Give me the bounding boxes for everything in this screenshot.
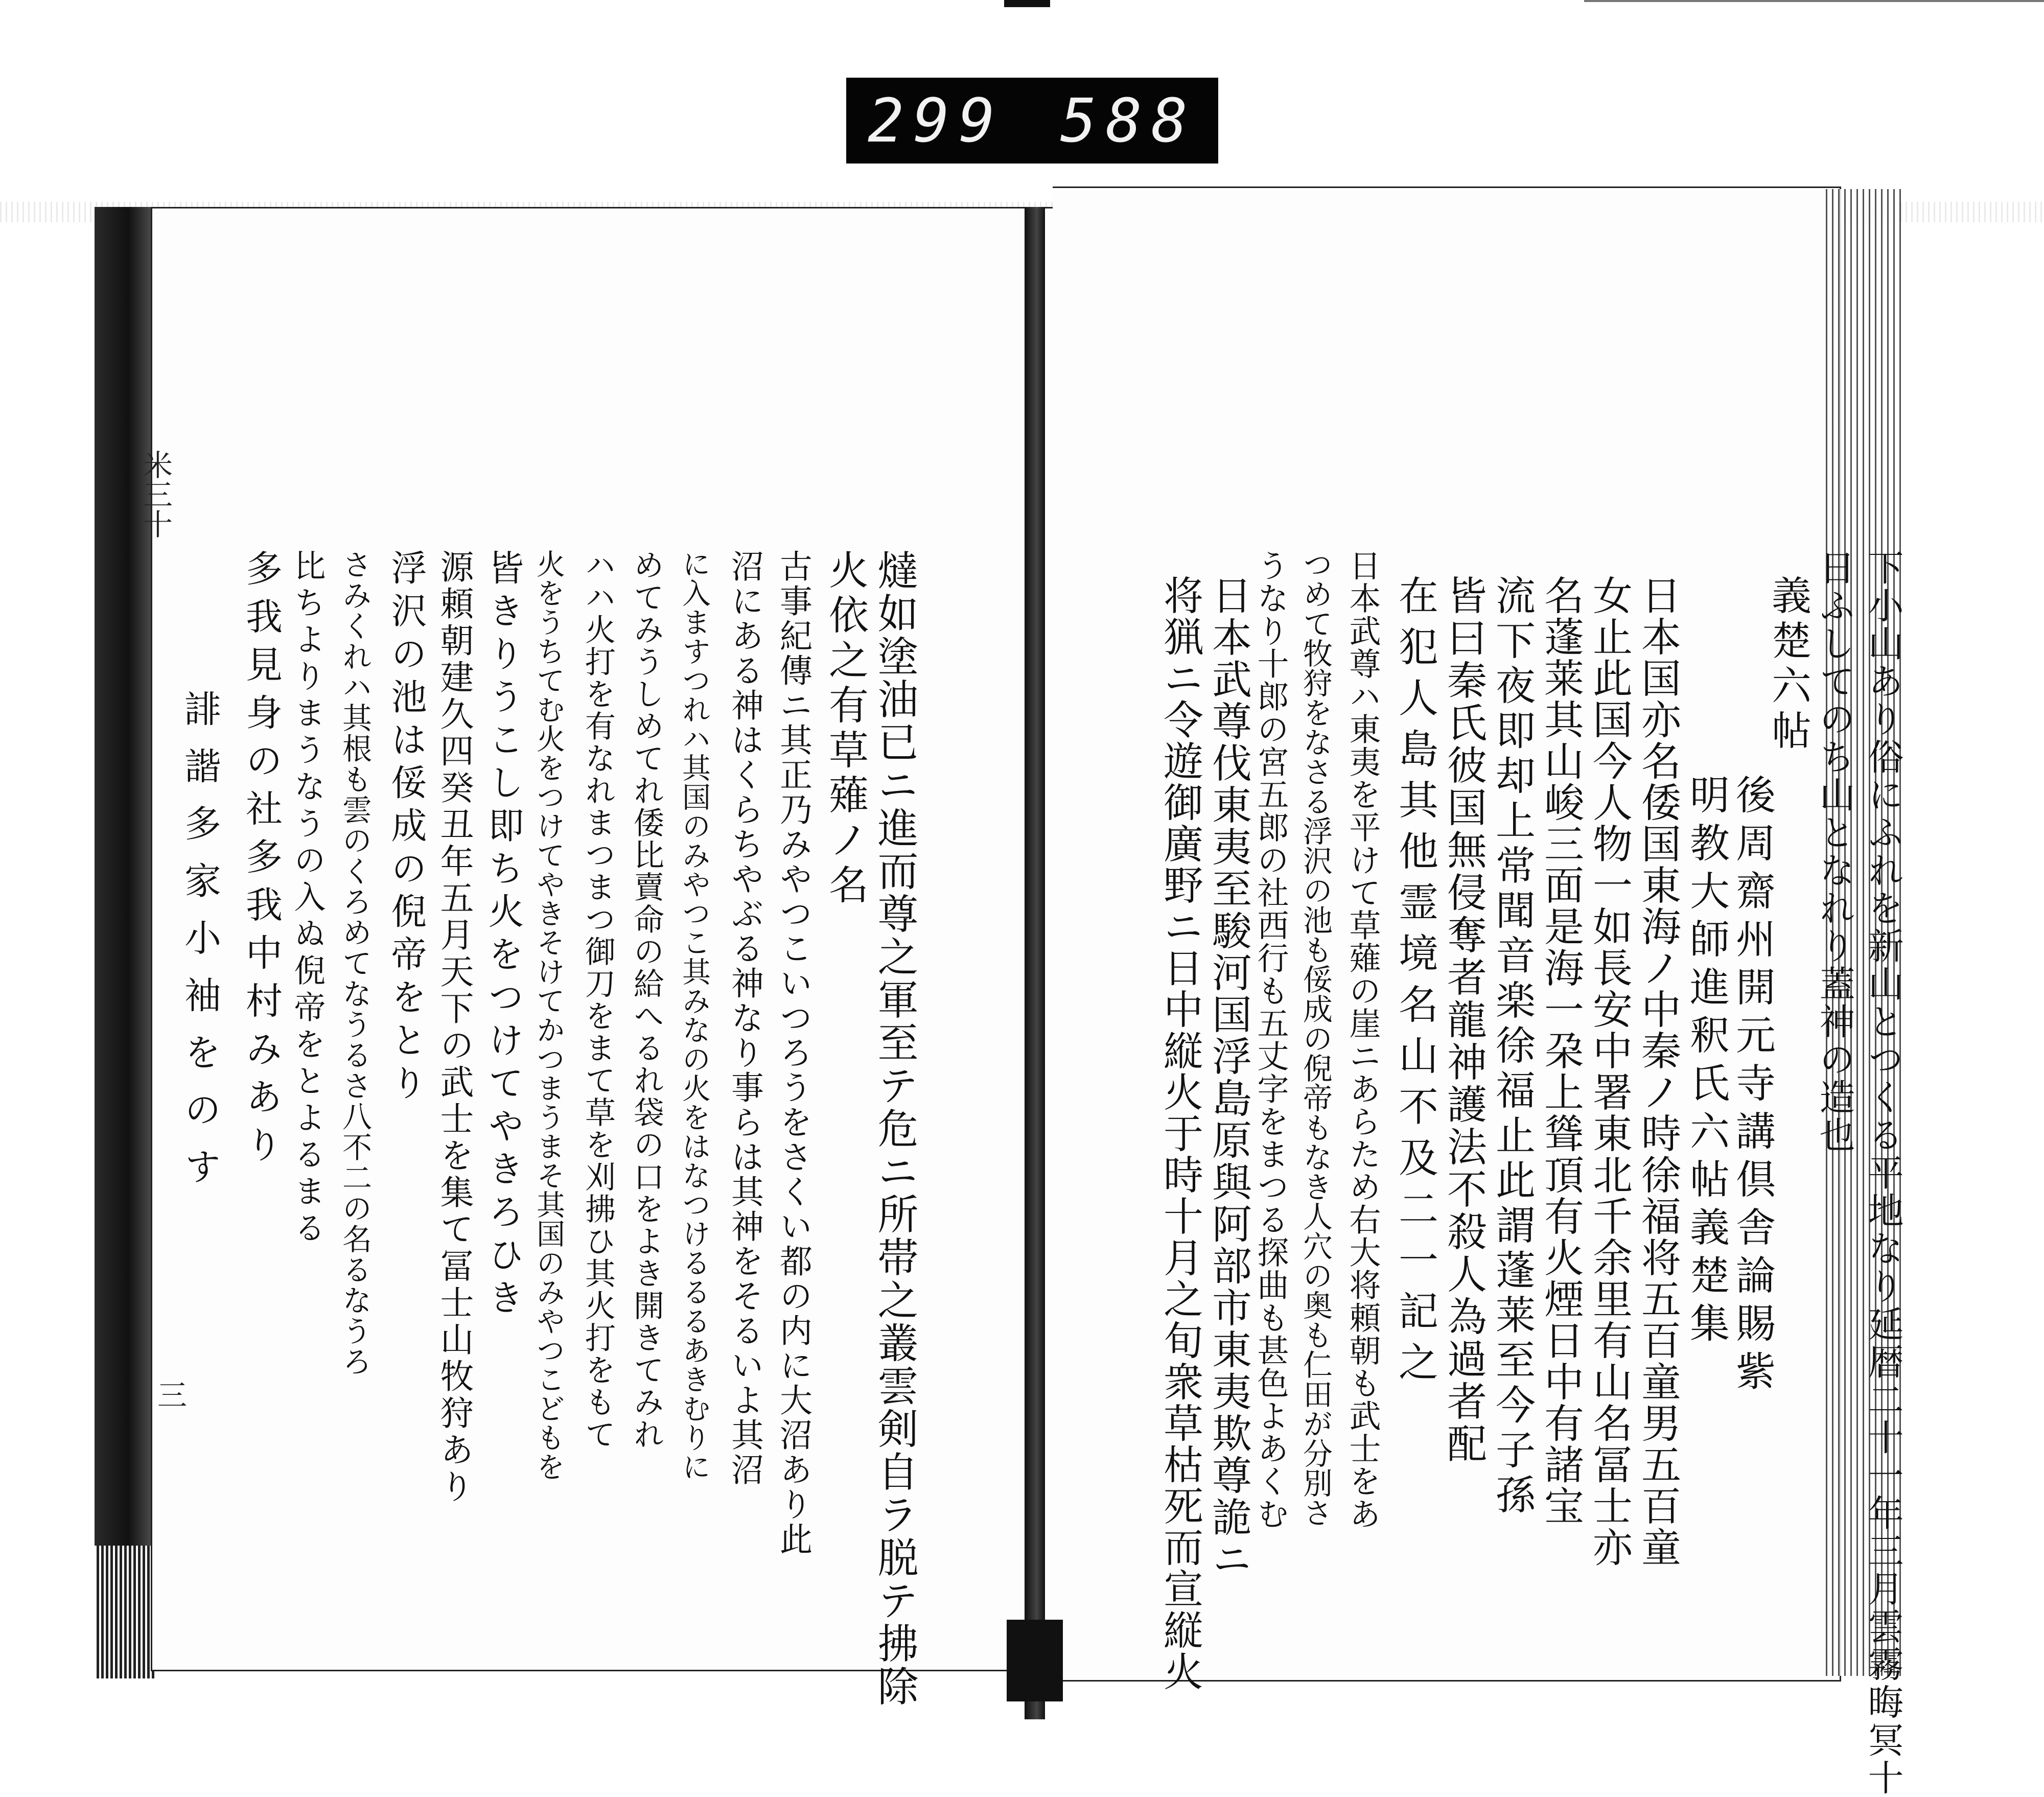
left-col-4: 沼にある神はくらちやぶる神なり事らは其神をそるいよ其沼 bbox=[726, 549, 763, 1487]
right-col-6: 日本国亦名倭国東海ノ中秦ノ時徐福将五百童男五百童 bbox=[1635, 575, 1681, 1568]
left-col-12: さみくれハ其根も雲のくろめてなうるさ八不二の名るなうろ bbox=[337, 549, 372, 1377]
right-col-4: 後周齋州開元寺講倶舎論賜紫 bbox=[1729, 774, 1775, 1398]
left-col-15: 誹諧多家小袖をのす bbox=[178, 690, 221, 1205]
gutter-foot bbox=[1007, 1620, 1063, 1701]
right-col-2: 日ふしてのち山となれり蓋神の造也 bbox=[1814, 549, 1855, 1154]
right-col-1: 下小山あり俗にふれを新山とつくる平地なり延暦二十一年三月雲霧晦冥十 bbox=[1862, 549, 1904, 1797]
right-col-16: 将猟ニ令遊御廣野ニ日中縦火于時十月之旬衆草枯死而宣縦火 bbox=[1157, 575, 1203, 1692]
left-folio: 三 bbox=[152, 1380, 187, 1409]
right-col-7: 女止此国今人物一如長安中署東北千余里有山名冨士亦 bbox=[1586, 575, 1632, 1568]
left-col-9: 皆きりうこし即ち火をつけてやきろひき bbox=[482, 549, 524, 1322]
scan-top-rule bbox=[1584, 0, 2044, 2]
left-col-7: ハハ火打を有なれまつまつ御刀をまて草を刈拂ひ其火打をもて bbox=[580, 549, 616, 1451]
left-col-10: 源頼朝建久四癸丑年五月天下の武士を集て冨士山牧狩あり bbox=[434, 549, 474, 1506]
right-col-14: うなり十郎の宮五郎の社西行も五丈字をまつる探曲も甚色よあくむ bbox=[1252, 549, 1289, 1530]
book-gutter bbox=[1025, 207, 1045, 1719]
left-col-1: 燵如塗油已ニ進而尊之軍至テ危ニ所帯之叢雲剣自ラ脱テ拂除 bbox=[871, 549, 918, 1708]
scan-top-mark bbox=[1004, 0, 1050, 7]
right-col-15: 日本武尊伐東夷至駿河国浮島原與阿部市東夷欺尊詭ニ bbox=[1205, 575, 1251, 1580]
left-col-14: 多我見身の社多我中村みあり bbox=[240, 549, 283, 1174]
right-col-13: つめて牧狩をなさる浮沢の池も俀成の倪帝もなき人穴の奥も仁田が分別さ bbox=[1298, 549, 1333, 1527]
right-col-11: 在犯人島其他霊境名山不及二一記之 bbox=[1392, 575, 1438, 1392]
left-col-8: 火をうちてむ火をつけてやきそけてかつまうまそ其国のみやつこどもを bbox=[532, 549, 565, 1481]
frame-number-right: 588 bbox=[1060, 85, 1197, 156]
left-col-3: 古事紀傳ニ其正乃みやつこいつろうをさくい都の内に大沼あり此 bbox=[774, 549, 812, 1557]
right-col-12: 日本武尊ハ東夷を平けて草薙の崖ニあらため右大将頼朝も武士をあ bbox=[1344, 549, 1381, 1530]
right-col-9: 流下夜即却上常聞音楽徐福止此謂蓬莱至今子孫 bbox=[1489, 575, 1535, 1519]
left-col-13: 比ちよりまうなうの入ぬ倪帝をとよるまる bbox=[289, 549, 326, 1248]
frame-number-label bbox=[846, 78, 1218, 164]
left-spine bbox=[95, 207, 156, 1678]
left-col-2: 火依之有草薙ノ名 bbox=[822, 549, 868, 909]
left-col-5: に入ますつれハ其国のみやつこ其みなの火をはなつけるるるあきむりに bbox=[678, 549, 711, 1481]
left-side-mark: 米三十 bbox=[138, 450, 173, 539]
right-col-10: 皆曰秦氏彼国無侵奪者龍神護法不殺人為過者配 bbox=[1441, 575, 1486, 1465]
left-col-6: めてみうしめてれ倭比賣命の給へるれ袋の口をよき開きてみれ bbox=[629, 549, 664, 1451]
right-col-3: 義楚六帖 bbox=[1765, 575, 1811, 755]
frame-number-left: 299 bbox=[868, 85, 1005, 156]
right-col-8: 名蓬莱其山峻三面是海一朶上聳頂有火煙日中有諸宝 bbox=[1538, 575, 1584, 1527]
left-col-11: 浮沢の池は俀成の倪帝をとり bbox=[385, 549, 427, 1107]
right-col-5: 明教大師進釈氏六帖義楚集 bbox=[1683, 774, 1729, 1350]
